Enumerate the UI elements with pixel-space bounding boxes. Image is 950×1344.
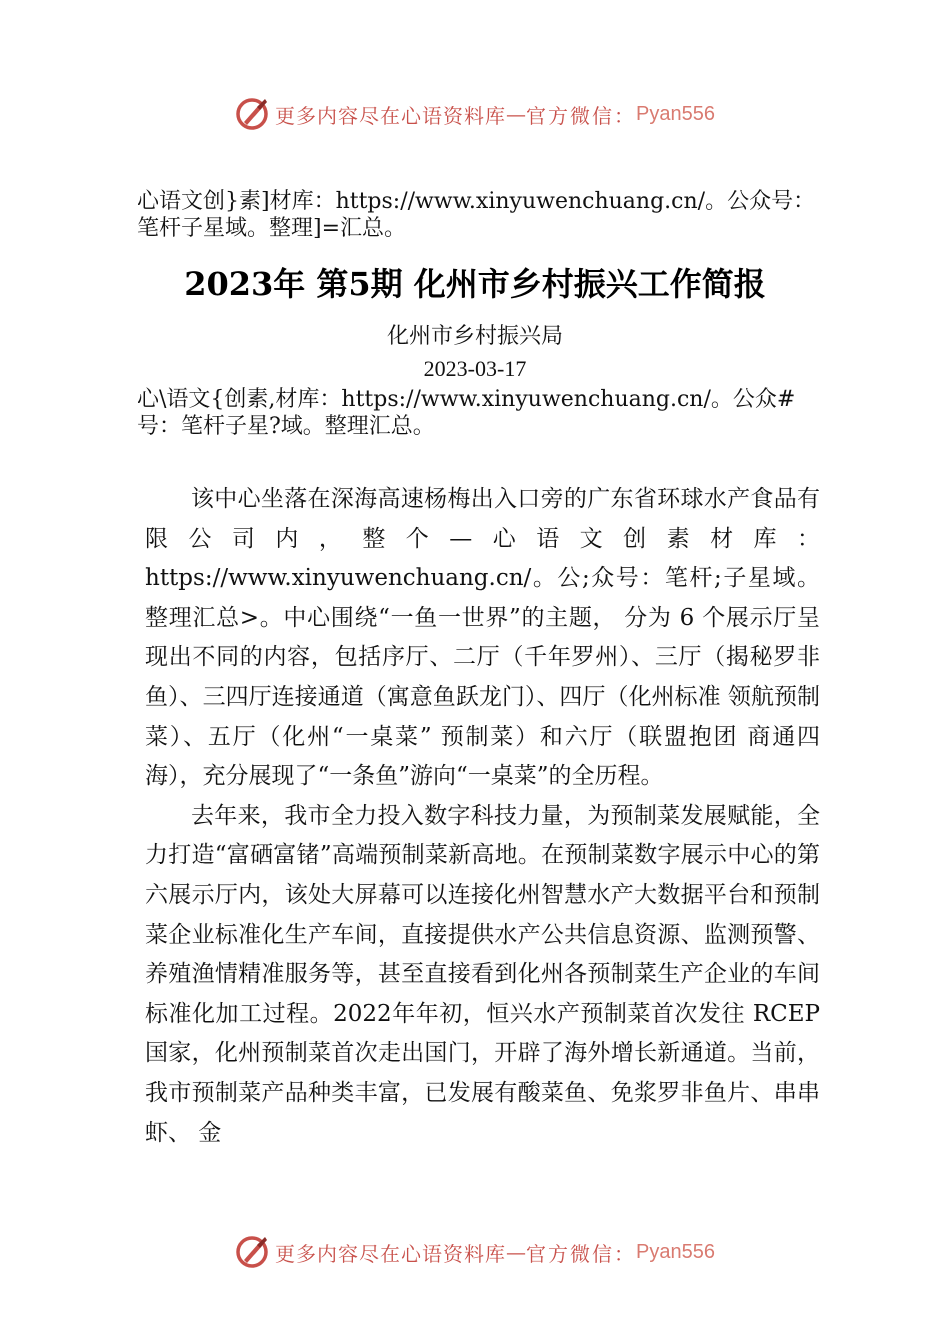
quill-pen-logo-icon [235,96,271,132]
organization-name: 化州市乡村振兴局 [386,324,563,349]
watermark-text: 心语文创}素]材库：https://www.xinyuwenchuang.cn/。公众号：笔杆子星域。整理]=汇总。 [137,189,816,241]
quill-pen-logo-icon [235,1234,271,1270]
paragraph: 该中心坐落在深海高速杨梅出入口旁的广东省环球水产食品有限公司内，整个—心语文创素材库：https://www.xinyuwenchuang.cn/。公;众号：笔杆;子星域。整理汇总>。中心围绕“一鱼一世界”的主题， 分为 6 个展示厅呈现出不同的内容，包括序厅、二厅（千年罗州）、三厅（揭秘罗非鱼）、三四厅连接通道（寓意鱼跃龙门）、四厅（化州标准 领航预制菜）、五厅（化州“一桌菜” 预制菜）和六厅（联盟抱团 商通四海），充分展现了“一条鱼”游向“一桌菜”的全历程。 [145,486,820,790]
page-title: 2023年 第5期 化州市乡村振兴工作简报 [184,265,766,303]
paragraph: 去年来，我市全力投入数字科技力量，为预制菜发展赋能，全力打造“富硒富锗”高端预制菜新高地。在预制菜数字展示中心的第六展示厅内，该处大屏幕可以连接化州智慧水产大数据平台和预制菜企业标准化生产车间，直接提供水产公共信息资源、监测预警、养殖渔情精准服务等，甚至直接看到化州各预制菜生产企业的车间标准化加工过程。2022年年初，恒兴水产预制菜首次发往 RCEP 国家，化州预制菜首次走出国门，开辟了海外增长新通道。当前，我市预制菜产品种类丰富，已发展有酸菜鱼、免浆罗非鱼片、串串虾、 金 [145,802,820,1146]
header-banner [0,94,950,134]
banner-wechat-id: Pyan556 [636,1240,715,1263]
watermark-text: 心\语文{创素,材库：https://www.xinyuwenchuang.cn/。公众#号：笔杆子星?域。整理汇总。 [137,387,796,439]
banner-text: 更多内容尽在心语资料库 [275,1241,507,1266]
publish-date: 2023-03-17 [423,356,527,381]
document-body [145,480,820,1153]
footer-banner [0,1232,950,1272]
banner-separator: — [506,102,527,126]
banner-wechat-id: Pyan556 [636,102,715,125]
banner-text: 更多内容尽在心语资料库 [275,103,507,128]
banner-wechat-label: 官方微信： [526,103,637,128]
banner-separator: — [506,1240,527,1264]
banner-wechat-label: 官方微信： [526,1241,637,1266]
